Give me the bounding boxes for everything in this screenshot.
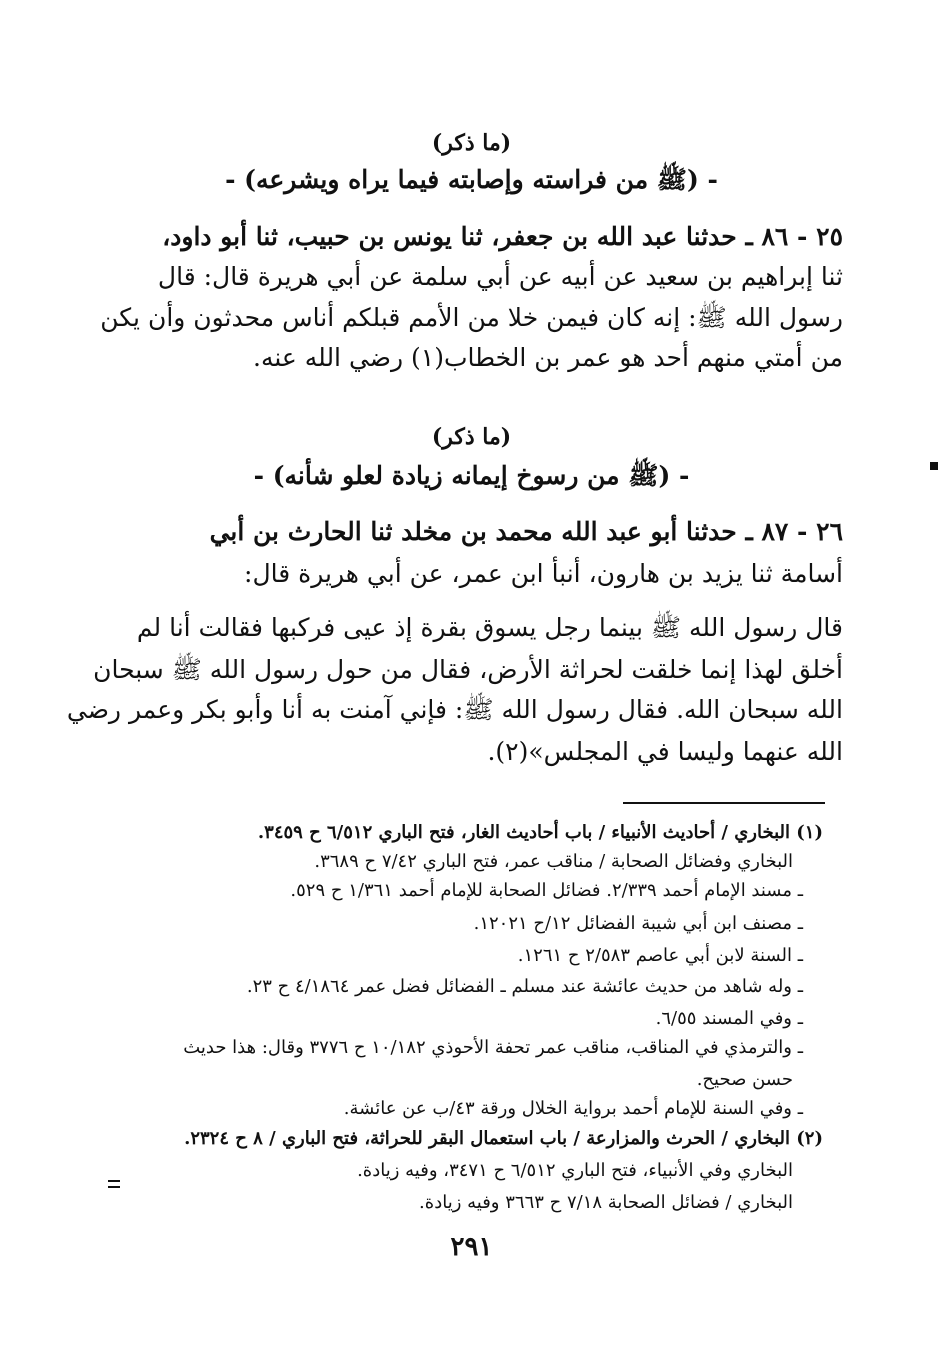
hadith-87-line-1: ٢٦ - ٨٧ ـ حدثنا أبو عبد الله محمد بن مخلد ثنا الحارث بن أبي bbox=[209, 517, 843, 546]
footnote-1-line-6: ـ وله شاهد من حديث عائشة عند مسلم ـ الفضائل فضل عمر ٤/١٨٦٤ ح ٢٣. bbox=[246, 976, 803, 997]
hadith-87-line-3: قال رسول الله ﷺ بينما رجل يسوق بقرة إذ عيى فركبها فقالت أنا لم bbox=[136, 613, 843, 642]
footnote-1-line-9: حسن صحيح. bbox=[696, 1069, 793, 1090]
hadith-87-line-6: الله عنهما وليسا في المجلس»(٢). bbox=[487, 737, 843, 766]
footnote-1-line-8: ـ والترمذي في المناقب، مناقب عمر تحفة الأحوذي ١٠/١٨٢ ح ٣٧٧٦ وقال: هذا حديث bbox=[183, 1037, 803, 1058]
hadith-86-line-1: ٢٥ - ٨٦ ـ حدثنا عبد الله بن جعفر، ثنا يونس بن حبيب، ثنا أبو داود، bbox=[162, 222, 843, 251]
footnote-1-line-2: البخاري وفضائل الصحابة / مناقب عمر، فتح الباري ٧/٤٢ ح ٣٦٨٩. bbox=[314, 851, 793, 872]
footnote-2-line-2: البخاري وفي الأنبياء، فتح الباري ٦/٥١٢ ح ٣٤٧١، وفيه زيادة. bbox=[357, 1160, 793, 1181]
hadith-86-line-4: من أمتي منهم أحد هو عمر بن الخطاب(١) رضي الله عنه. bbox=[253, 343, 843, 372]
page-number: ٢٩١ bbox=[450, 1232, 493, 1262]
margin-equals-mark bbox=[108, 1180, 120, 1188]
footnote-1-line-4: ـ مصنف ابن أبي شيبة الفضائل ١٢/ح ١٢٠٢١. bbox=[473, 913, 803, 934]
footnote-2-line-1: (٢) البخاري / الحرث والمزارعة / باب استعمال البقر للحراثة، فتح الباري / ٨ ح ٢٣٢٤. bbox=[184, 1128, 823, 1149]
footnote-separator bbox=[623, 802, 825, 804]
hadith-87-line-2: أسامة ثنا يزيد بن هارون، أنبأ ابن عمر، عن أبي هريرة قال: bbox=[244, 559, 843, 588]
footnote-2-line-3: البخاري / فضائل الصحابة ٧/١٨ ح ٣٦٦٣ وفيه زيادة. bbox=[419, 1192, 793, 1213]
section-label-2: (ما ذكر) bbox=[431, 424, 512, 450]
section-label-1: (ما ذكر) bbox=[431, 130, 512, 156]
hadith-86-line-2: ثنا إبراهيم بن سعيد عن أبيه عن أبي سلمة عن أبي هريرة قال: قال bbox=[157, 262, 843, 291]
footnote-1-line-1: (١) البخاري / أحاديث الأنبياء / باب أحاديث الغار، فتح الباري ٦/٥١٢ ح ٣٤٥٩. bbox=[257, 822, 823, 843]
section-subtitle-2: - (ﷺ من رسوخ إيمانه زيادة لعلو شأنه) - bbox=[253, 461, 690, 490]
hadith-86-line-3: رسول الله ﷺ: إنه كان فيمن خلا من الأمم قبلكم أناس محدثون وأن يكن bbox=[100, 303, 843, 332]
footnote-1-line-10: ـ وفي السنة للإمام أحمد برواية الخلال ورقة ٤٣/ب عن عائشة. bbox=[343, 1098, 803, 1119]
margin-mark bbox=[930, 462, 938, 470]
hadith-87-line-4: أخلق لهذا إنما خلقت لحراثة الأرض، فقال من حول رسول الله ﷺ سبحان bbox=[93, 655, 843, 684]
footnote-1-line-7: ـ وفي المسند ٦/٥٥. bbox=[655, 1008, 803, 1029]
footnote-1-line-3: ـ مسند الإمام أحمد ٢/٣٣٩. فضائل الصحابة للإمام أحمد ١/٣٦١ ح ٥٢٩. bbox=[290, 880, 803, 901]
footnote-1-line-5: ـ السنة لابن أبي عاصم ٢/٥٨٣ ح ١٢٦١. bbox=[517, 945, 803, 966]
hadith-87-line-5: الله سبحان الله. فقال رسول الله ﷺ: فإني آمنت به أنا وأبو بكر وعمر رضي bbox=[66, 695, 843, 724]
section-subtitle-1: - (ﷺ من فراسته وإصابته فيما يراه ويشرعه) - bbox=[225, 165, 718, 194]
